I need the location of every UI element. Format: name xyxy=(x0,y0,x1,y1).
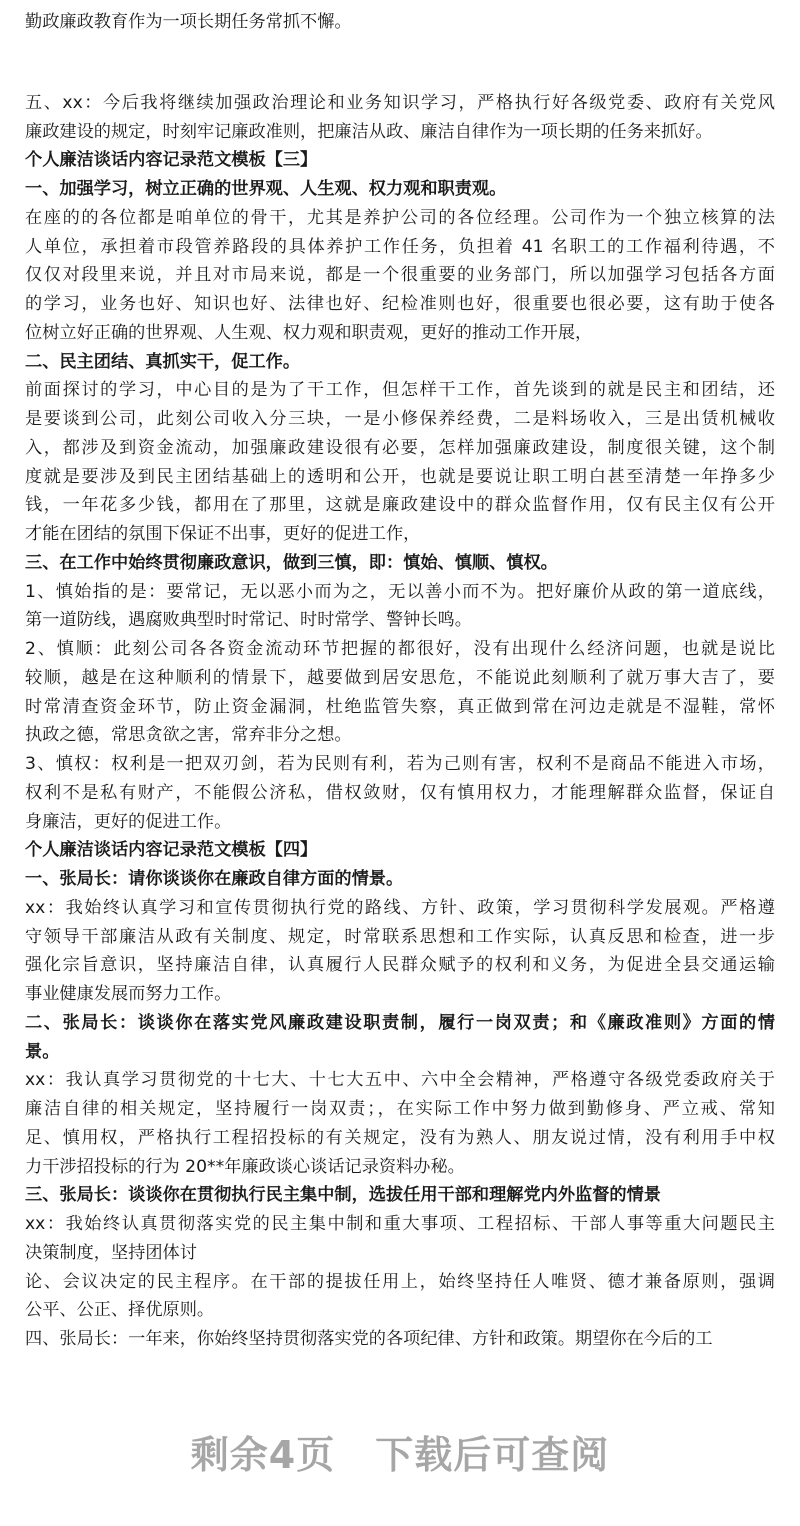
text-line: 守领导干部廉洁从政有关制度、规定，时常联系思想和工作实际，认真反思和检查，进一步 xyxy=(25,926,775,947)
text-line: 仅仅对段里来说，并且对市局来说，都是一个很重要的业务部门，所以加强学习包括各方面 xyxy=(25,265,775,286)
text-line: 五、xx：今后我将继续加强政治理论和业务知识学习，严格执行好各级党委、政府有关党风 xyxy=(25,92,775,113)
text-line: 廉洁自律的相关规定，坚持履行一岗双责；，在实际工作中努力做到勤修身、严立戒、常知 xyxy=(25,1099,775,1119)
download-to-read-label[interactable]: 下载后可查阅 xyxy=(375,1433,610,1477)
text-line: 在座的的各位都是咱单位的骨干，尤其是养护公司的各位经理。公司作为一个独立核算的法 xyxy=(25,207,775,228)
text-line: 1、慎始指的是：要常记，无以恶小而为之，无以善小而不为。把好廉价从政的第一道底线， xyxy=(25,581,775,602)
section-heading xyxy=(25,865,775,894)
section-heading xyxy=(25,1181,775,1210)
paragraph xyxy=(25,894,775,1009)
download-prompt[interactable] xyxy=(0,1424,800,1479)
text-line: 一、加强学习，树立正确的世界观、人生观、权力观和职责观。 xyxy=(25,179,507,199)
section-heading xyxy=(25,549,775,578)
text-line: 3、慎权：权利是一把双刃剑，若为民则有利，若为己则有害，权利不是商品不能进入市场， xyxy=(25,754,775,774)
section-heading xyxy=(25,175,775,204)
text-line: 人单位，承担着市段管养路段的具体养护工作任务，负担着 41 名职工的工作福利待遇，不 xyxy=(25,236,775,257)
text-line: 廉政建设的规定，时刻牢记廉政准则，把廉洁从政、廉洁自律作为一项长期的任务来抓好。 xyxy=(25,121,713,142)
text-line: xx：我始终认真学习和宣传贯彻执行党的路线、方针、政策，学习贯彻科学发展观。严格遵 xyxy=(25,897,775,918)
text-line: 时常清查资金环节，防止资金漏洞，杜绝监管失察，真正做到常在河边走就是不湿鞋，常怀 xyxy=(25,696,775,717)
text-line: xx：我认真学习贯彻党的十七大、十七大五中、六中全会精神，严格遵守各级党委政府关于 xyxy=(25,1070,775,1091)
document-body xyxy=(25,8,775,1354)
text-line: 论、会议决定的民主程序。在干部的提拔任用上，始终坚持任人唯贤、德才兼备原则，强调 xyxy=(25,1271,775,1292)
paragraph xyxy=(25,1210,775,1268)
text-line: 一、张局长：请你谈谈你在廉政自律方面的情景。 xyxy=(25,869,404,889)
text-line: 较顺，越是在这种顺利的情景下，越要做到居安思危，不能说此刻顺利了就万事大吉了，要 xyxy=(25,667,775,688)
paragraph xyxy=(25,89,775,147)
text-line: 景。 xyxy=(25,1041,60,1062)
text-line: 足、慎用权，严格执行工程招投标的有关规定，没有为熟人、朋友说过情，没有利用手中权 xyxy=(25,1127,775,1148)
text-line: 二、民主团结、真抓实干，促工作。 xyxy=(25,351,301,372)
paragraph xyxy=(25,8,775,37)
text-line: 是要谈到公司，此刻公司收入分三块，一是小修保养经费，二是料场收入，三是出赁机械收 xyxy=(25,409,775,429)
text-line: xx：我始终认真贯彻落实党的民主集中制和重大事项、工程招标、干部人事等重大问题民主 xyxy=(25,1214,775,1234)
text-line: 钱，一年花多少钱，都用在了那里，这就是廉政建设中的群众监督作用，仅有民主仅有公开 xyxy=(25,495,775,516)
text-line: 执政之德，常思贪欲之害，常弃非分之想。 xyxy=(25,725,352,746)
paragraph xyxy=(25,1325,775,1354)
text-line: 的学习，业务也好、知识也好、法律也好、纪检准则也好，很重要也很必要，这有助于使各 xyxy=(25,294,775,314)
text-line: 三、张局长：谈谈你在贯彻执行民主集中制，选拔任用干部和理解党内外监督的情景 xyxy=(25,1185,661,1206)
paragraph xyxy=(25,376,775,549)
text-line: 事业健康发展而努力工作。 xyxy=(25,984,232,1004)
text-line: 决策制度，坚持团体讨 xyxy=(25,1242,197,1263)
text-line: 三、在工作中始终贯彻廉政意识，做到三慎，即：慎始、慎顺、慎权。 xyxy=(25,552,558,573)
paragraph xyxy=(25,750,775,836)
text-line: 个人廉洁谈话内容记录范文模板【四】 xyxy=(25,840,318,861)
text-line: 力干涉招投标的行为 20**年廉政谈心谈话记录资料办秘。 xyxy=(25,1156,465,1177)
paragraph xyxy=(25,635,775,750)
text-line: 权利不是私有财产，不能假公济私，借权敛财，仅有慎用权力，才能理解群众监督，保证自 xyxy=(25,782,775,803)
text-line: 才能在团结的氛围下保证不出事，更好的促进工作， xyxy=(25,524,421,544)
text-line: 度就是要涉及到民主团结基础上的透明和公开，也就是要说让职工明白甚至清楚一年挣多少 xyxy=(25,466,775,487)
text-line: 入，都涉及到资金流动，加强廉政建设很有必要，怎样加强廉政建设，制度很关键，这个制 xyxy=(25,437,775,458)
text-line: 四、张局长：一年来，你始终坚持贯彻落实党的各项纪律、方针和政策。期望你在今后的工 xyxy=(25,1329,713,1349)
text-line: 公平、公正、择优原则。 xyxy=(25,1300,215,1321)
text-line: 强化宗旨意识，坚持廉洁自律，认真履行人民群众赋予的权利和义务，为促进全县交通运输 xyxy=(25,955,775,976)
paragraph xyxy=(25,578,775,636)
text-line: 位树立好正确的世界观、人生观、权力观和职责观，更好的推动工作开展， xyxy=(25,322,593,343)
paragraph xyxy=(25,1268,775,1326)
text-line: 2、慎顺：此刻公司各各资金流动环节把握的都很好，没有出现什么经济问题，也就是说比 xyxy=(25,639,775,659)
text-line: 二、张局长：谈谈你在落实党风廉政建设职责制，履行一岗双责；和《廉政准则》方面的情 xyxy=(25,1012,775,1033)
text-line: 身廉洁，更好的促进工作。 xyxy=(25,811,232,832)
text-line: 个人廉洁谈话内容记录范文模板【三】 xyxy=(25,150,318,171)
text-line: 勤政廉政教育作为一项长期任务常抓不懈。 xyxy=(25,12,352,32)
paragraph xyxy=(25,1066,775,1181)
paragraph-spacer xyxy=(25,37,775,89)
text-line: 第一道防线，遇腐败典型时时常记、时时常学、警钟长鸣。 xyxy=(25,610,472,631)
text-line: 前面探讨的学习，中心目的是为了干工作，但怎样干工作，首先谈到的就是民主和团结，还 xyxy=(25,380,775,401)
section-heading xyxy=(25,146,775,175)
paragraph xyxy=(25,204,775,348)
section-heading xyxy=(25,348,775,377)
section-heading xyxy=(25,836,775,865)
section-heading xyxy=(25,1009,775,1067)
remaining-pages-label: 剩余4页 xyxy=(190,1433,336,1477)
